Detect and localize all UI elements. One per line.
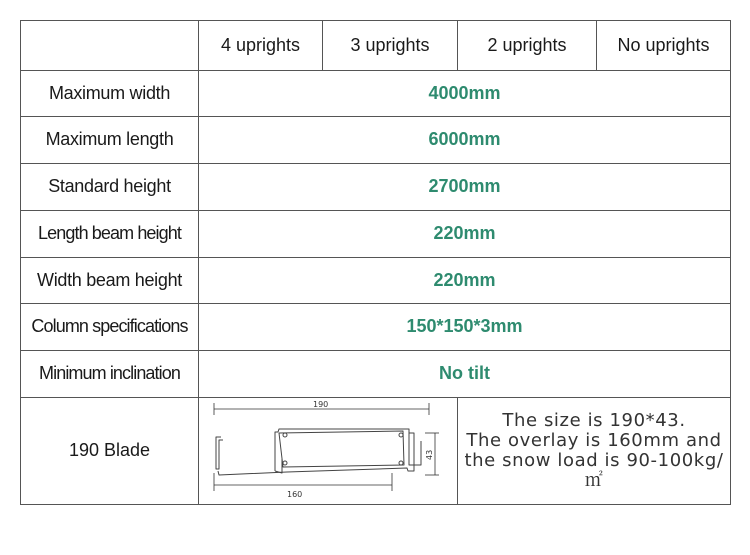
blade-shape <box>216 429 421 475</box>
blade-description <box>458 398 731 505</box>
row-value-length-beam-height: 220mm <box>199 211 731 258</box>
row-label-maximum-width: Maximum width <box>21 71 199 117</box>
specification-table <box>20 20 731 505</box>
row-value-maximum-width: 4000mm <box>199 71 731 117</box>
row-label-width-beam-height: Width beam height <box>21 258 199 304</box>
row-value-minimum-inclination: No tilt <box>199 351 731 398</box>
row-value-maximum-length: 6000mm <box>199 117 731 164</box>
dimension-bottom <box>214 473 392 491</box>
blade-row <box>21 398 731 505</box>
row-value-column-specifications: 150*150*3mm <box>199 304 731 351</box>
table-row <box>21 117 731 164</box>
blade-label: 190 Blade <box>21 398 199 505</box>
header-4-uprights: 4 uprights <box>199 21 323 71</box>
row-value-width-beam-height: 220mm <box>199 258 731 304</box>
row-label-length-beam-height: Length beam height <box>21 211 199 258</box>
row-label-minimum-inclination: Minimum inclination <box>21 351 199 398</box>
blade-profile-diagram <box>199 399 458 504</box>
blade-description-line-1: The size is 190*43. <box>502 410 686 432</box>
table-row <box>21 71 731 117</box>
header-3-uprights: 3 uprights <box>323 21 458 71</box>
table-row <box>21 211 731 258</box>
table-row <box>21 351 731 398</box>
header-no-uprights: No uprights <box>597 21 731 71</box>
blade-description-line-2: The overlay is 160mm and <box>466 430 722 452</box>
row-label-standard-height: Standard height <box>21 164 199 211</box>
dim-bottom-label: 160 <box>287 489 303 499</box>
header-2-uprights: 2 uprights <box>458 21 597 71</box>
table-row <box>21 304 731 351</box>
blade-description-line-3: the snow load is 90-100kg/ ㎡ <box>464 450 724 491</box>
row-label-maximum-length: Maximum length <box>21 117 199 164</box>
table-row <box>21 258 731 304</box>
dim-top-label: 190 <box>313 399 329 409</box>
row-value-standard-height: 2700mm <box>199 164 731 211</box>
header-empty-cell <box>21 21 199 71</box>
dim-side-label: 43 <box>425 449 434 460</box>
row-label-column-specifications: Column specifications <box>21 304 199 351</box>
header-row <box>21 21 731 71</box>
blade-profile-cell <box>199 398 458 505</box>
table-row <box>21 164 731 211</box>
